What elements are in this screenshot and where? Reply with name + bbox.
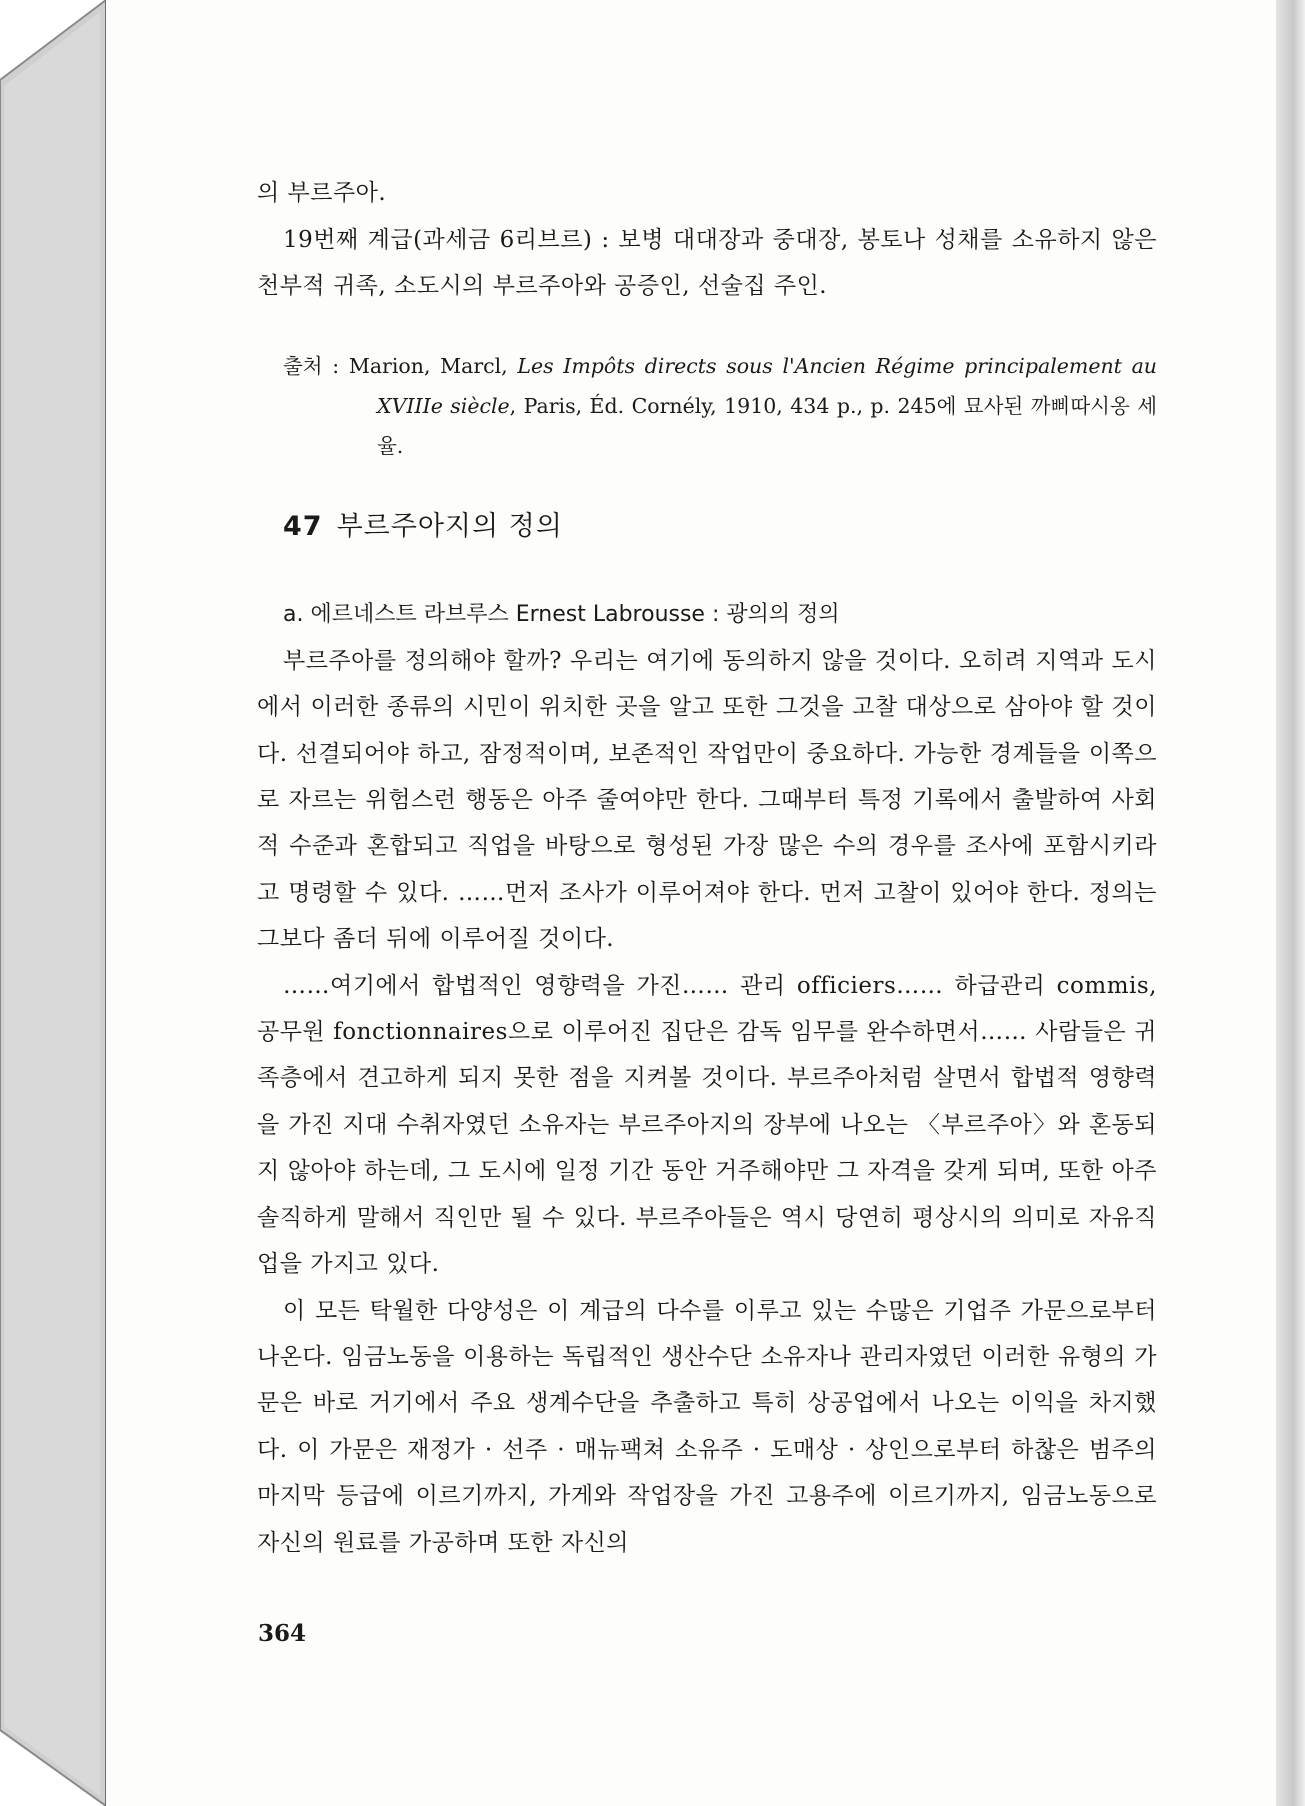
source-prefix: 출처 : Marion, Marcl, [283, 353, 518, 378]
source-title: Les Impôts directs sous l'Ancien Régime principalement au XVIIIe siècle [377, 353, 1157, 418]
section-title: 부르주아지의 정의 [336, 510, 563, 542]
paragraph-3: 이 모든 탁월한 다양성은 이 계급의 다수를 이루고 있는 수많은 기업주 가문으로부터 나온다. 임금노동을 이용하는 독립적인 생산수단 소유자나 관리자였던 이러한 유형의 가문은 바로 거기에서 주요 생계수단을 추출하고 특히 상공업에서 나오는 이익을 차지했다. 이 가문은 재정가 · 선주 · 매뉴팩쳐 소유주 · 도매상 · 상인으로부터 하찮은 범주의 마지막 등급에 이르기까지, 가게와 작업장을 가진 고용주에 이르기까지, 임금노동으로 자신의 원료를 가공하며 또한 자신의 [257, 1297, 1157, 1556]
page-content [257, 170, 1157, 1566]
rank-19-text: 19번째 계급(과세금 6리브르) : 보병 대대장과 중대장, 봉토나 성채를 소유하지 않은 천부적 귀족, 소도시의 부르주아와 공증인, 선술집 주인. [257, 227, 1157, 300]
section-number: 47 [283, 510, 323, 542]
paragraph-2: ……여기에서 합법적인 영향력을 가진…… 관리 officiers…… 하급관리 commis, 공무원 fonctionnaires으로 이루어진 집단은 감독 임무를 완수하면서…… 사람들은 귀족층에서 견고하게 되지 못한 점을 지켜볼 것이다. 부르주아처럼 살면서 합법적 영향력을 가진 지대 수취자였던 소유자는 부르주아지의 장부에 나오는 〈부르주아〉와 혼동되지 않아야 하는데, 그 도시에 일정 기간 동안 거주해야만 그 자격을 갖게 되며, 또한 아주 솔직하게 말해서 직인만 될 수 있다. 부르주아들은 역시 당연히 평상시의 의미로 자유직업을 가지고 있다. [257, 972, 1157, 1278]
page-number: 364 [258, 1620, 307, 1647]
subsection-heading: a. 에르네스트 라브루스 Ernest Labrousse : 광의의 정의 [283, 601, 840, 627]
continued-line: 의 부르주아. [257, 180, 387, 206]
source-suffix: , Paris, Éd. Cornély, 1910, 434 p., p. 245에 묘사된 까삐따시옹 세율. [377, 393, 1158, 458]
section-heading [283, 502, 1157, 552]
source-citation [283, 346, 1157, 466]
paragraph-1: 부르주아를 정의해야 할까? 우리는 여기에 동의하지 않을 것이다. 오히려 지역과 도시에서 이러한 종류의 시민이 위치한 곳을 알고 또한 그것을 고찰 대상으로 삼아야 할 것이다. 선결되어야 하고, 잠정적이며, 보존적인 작업만이 중요하다. 가능한 경계들을 이쪽으로 자르는 위험스런 행동은 아주 줄여야만 한다. 그때부터 특정 기록에서 출발하여 사회적 수준과 혼합되고 직업을 바탕으로 형성된 가장 많은 수의 경우를 조사에 포함시키라고 명령할 수 있다. ……먼저 조사가 이루어져야 한다. 먼저 고찰이 있어야 한다. 정의는 그보다 좀더 뒤에 이루어질 것이다. [257, 647, 1157, 953]
page-edge-shadow [1276, 0, 1305, 1806]
